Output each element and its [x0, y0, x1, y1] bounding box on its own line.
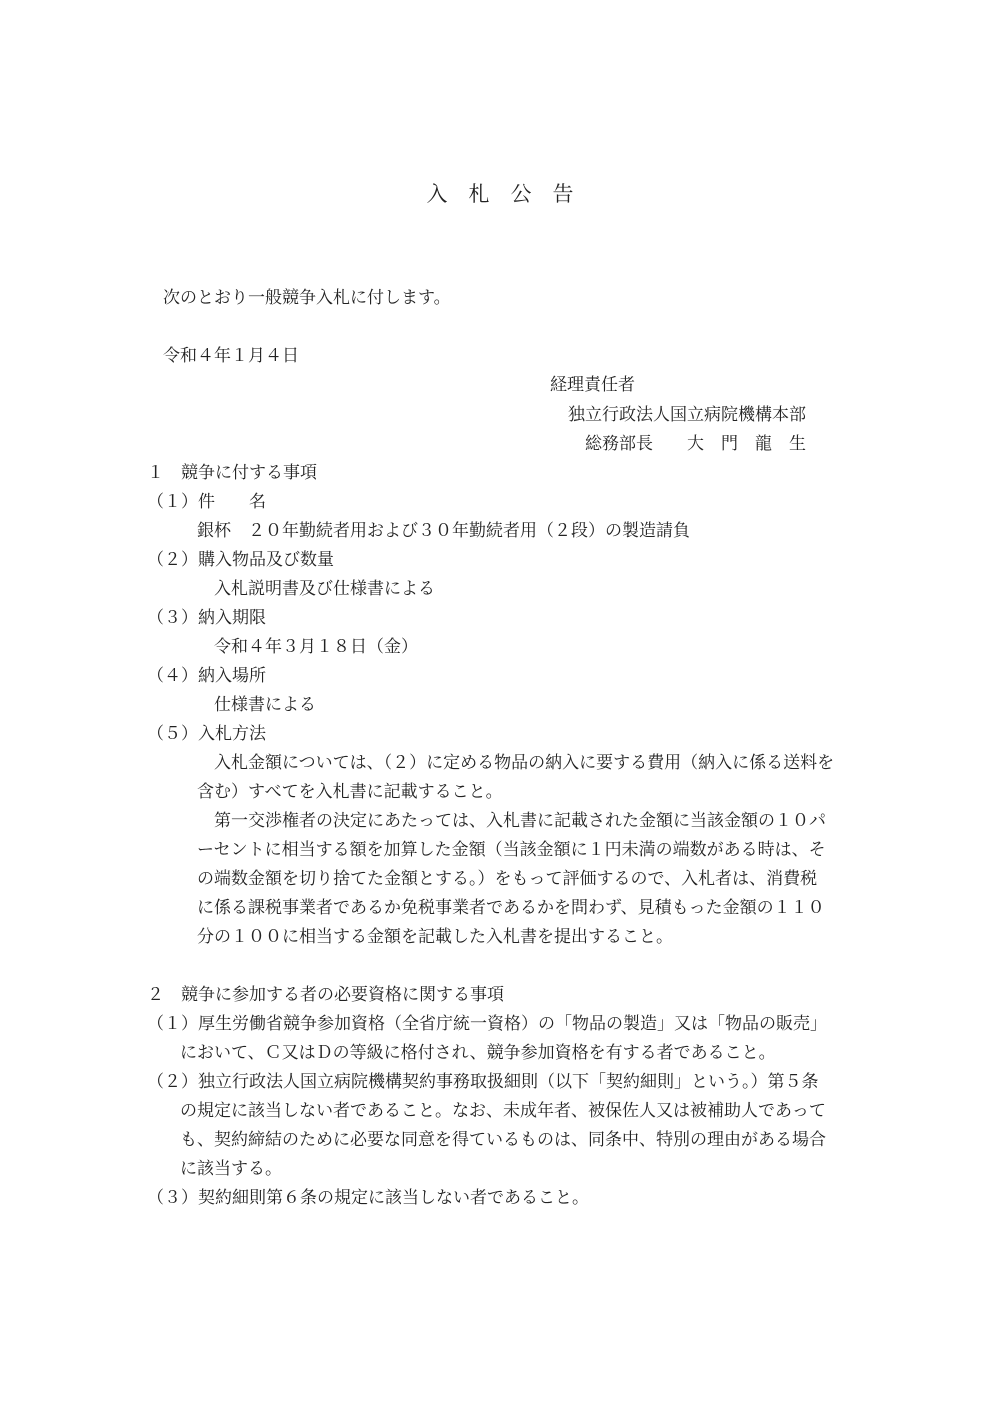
item-5-body-line: の端数金額を切り捨てた金額とする。）をもって評価するので、入札者は、消費税	[197, 869, 818, 889]
intro-text: 次のとおり一般競争入札に付します。	[163, 288, 451, 308]
item-3-body: 令和４年３月１８日（金）	[214, 637, 418, 657]
requirement-3-line: （３）契約細則第６条の規定に該当しない者であること。	[147, 1188, 589, 1208]
section-2-heading: ２ 競争に参加する者の必要資格に関する事項	[147, 985, 504, 1005]
item-4-body: 仕様書による	[214, 695, 316, 715]
item-2-label: （２）購入物品及び数量	[147, 550, 334, 570]
item-1-label: （１）件 名	[147, 492, 266, 512]
item-5-label: （５）入札方法	[147, 724, 266, 744]
item-5-body-line: 第一交渉権者の決定にあたっては、入札書に記載された金額に当該金額の１０パ	[214, 811, 826, 831]
issuer-organization: 独立行政法人国立病院機構本部	[568, 405, 806, 425]
issuer-person: 総務部長 大 門 龍 生	[585, 434, 806, 454]
item-5-body-line: に係る課税事業者であるか免税事業者であるかを問わず、見積もった金額の１１０	[197, 898, 825, 918]
requirement-2-line: も、契約締結のために必要な同意を得ているものは、同条中、特別の理由がある場合	[180, 1130, 826, 1150]
requirement-2-line: に該当する。	[180, 1159, 282, 1179]
requirement-2-line: （２）独立行政法人国立病院機構契約事務取扱細則（以下「契約細則」という。）第５条	[147, 1072, 819, 1092]
requirement-1-line: （１）厚生労働省競争参加資格（全省庁統一資格）の「物品の製造」又は「物品の販売」	[147, 1014, 827, 1034]
item-4-label: （４）納入場所	[147, 666, 266, 686]
item-5-body-line: 含む）すべてを入札書に記載すること。	[197, 782, 503, 802]
item-1-body: 銀杯 ２０年勤続者用および３０年勤続者用（２段）の製造請負	[197, 521, 690, 541]
requirement-1-line: において、Ｃ又はＤの等級に格付され、競争参加資格を有する者であること。	[180, 1043, 776, 1063]
section-1-heading: １ 競争に付する事項	[147, 463, 317, 483]
notice-date: 令和４年１月４日	[163, 346, 299, 366]
document-title: 入 札 公 告	[426, 182, 574, 206]
item-2-body: 入札説明書及び仕様書による	[214, 579, 435, 599]
item-5-body-line: 入札金額については、（２）に定める物品の納入に要する費用（納入に係る送料を	[214, 753, 835, 773]
issuer-role: 経理責任者	[550, 375, 635, 395]
requirement-2-line: の規定に該当しない者であること。なお、未成年者、被保佐人又は被補助人であって	[180, 1101, 826, 1121]
item-3-label: （３）納入期限	[147, 608, 266, 628]
item-5-body-line: ーセントに相当する額を加算した金額（当該金額に１円未満の端数がある時は、そ	[197, 840, 826, 860]
item-5-body-line: 分の１００に相当する金額を記載した入札書を提出すること。	[197, 927, 673, 947]
